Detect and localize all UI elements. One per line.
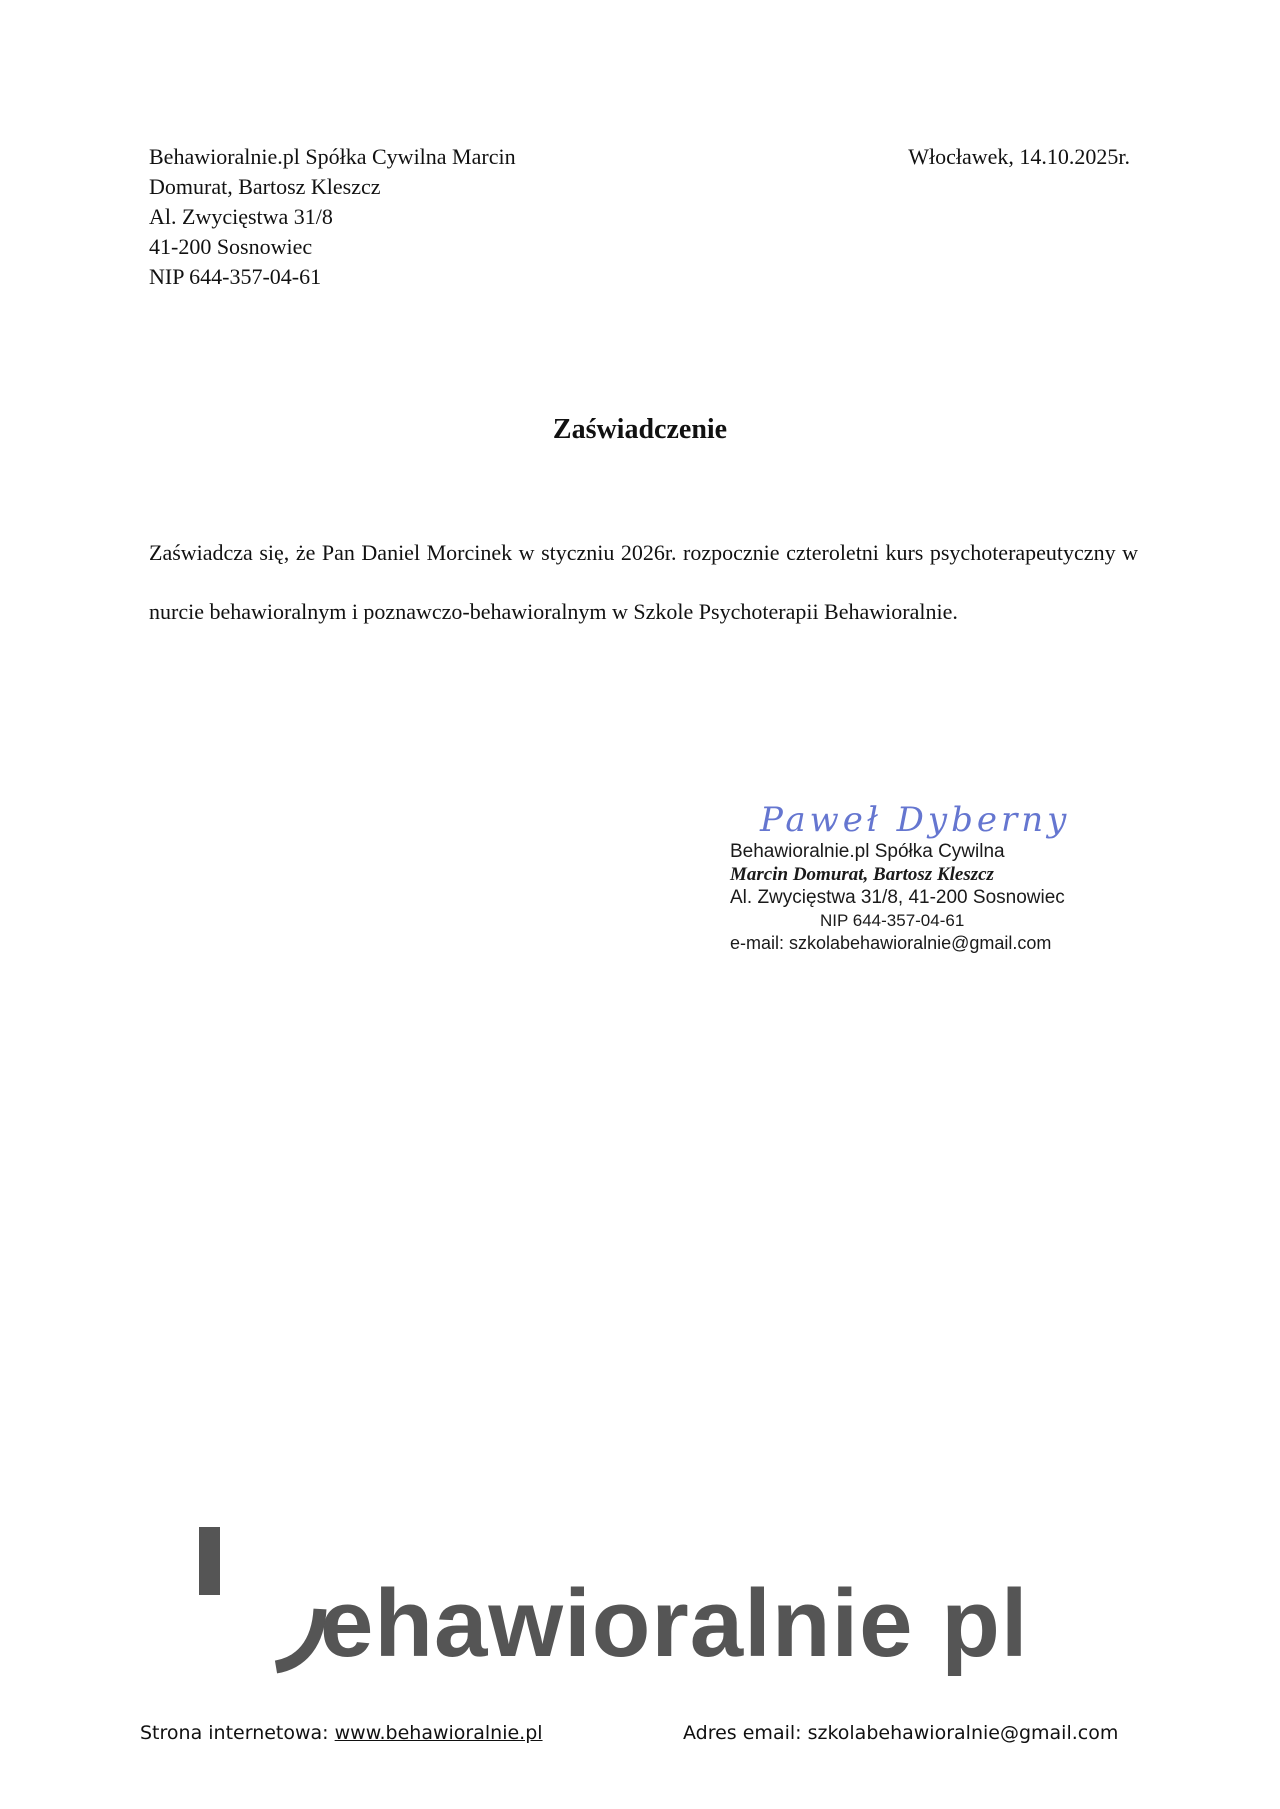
document-title: Zaświadczenie <box>552 414 728 445</box>
footer-website <box>140 1722 543 1744</box>
sender-line: Domurat, Bartosz Kleszcz <box>149 174 381 199</box>
certificate-body: Zaświadcza się, że Pan Daniel Morcinek w styczniu 2026r. rozpocznie czteroletni kurs psychoterapeutyczny w nurcie behawioralnym i poznawczo-behawioralnym w Szkole Psychoterapii Behawioralnie. <box>149 540 1138 624</box>
sender-line: 41-200 Sosnowiec <box>149 234 313 259</box>
stamp-line: NIP 644-357-04-61 <box>820 911 965 930</box>
sender-line: Behawioralnie.pl Spółka Cywilna Marcin <box>149 144 516 169</box>
stamp-line: Marcin Domurat, Bartosz Kleszcz <box>730 864 994 885</box>
stamp-line: Behawioralnie.pl Spółka Cywilna <box>730 841 1005 862</box>
stamp-line: Al. Zwycięstwa 31/8, 41-200 Sosnowiec <box>730 887 1065 908</box>
website-link[interactable]: www.behawioralnie.pl <box>334 1722 543 1744</box>
footer-email: Adres email: szkolabehawioralnie@gmail.com <box>683 1722 1119 1744</box>
logo-bar-mark <box>199 1527 220 1595</box>
handwritten-signature: Paweł Dyberny <box>760 800 1071 840</box>
document-date: Włocławek, 14.10.2025r. <box>908 144 1130 169</box>
stamp-line: e-mail: szkolabehawioralnie@gmail.com <box>730 933 1052 953</box>
sender-line: Al. Zwycięstwa 31/8 <box>149 204 333 229</box>
sender-line: NIP 644-357-04-61 <box>149 264 322 289</box>
company-stamp <box>730 840 1065 955</box>
sender-address <box>149 142 516 292</box>
website-label: Strona internetowa: <box>140 1722 335 1744</box>
company-logo: ehawioralnie pl <box>320 1570 1029 1677</box>
